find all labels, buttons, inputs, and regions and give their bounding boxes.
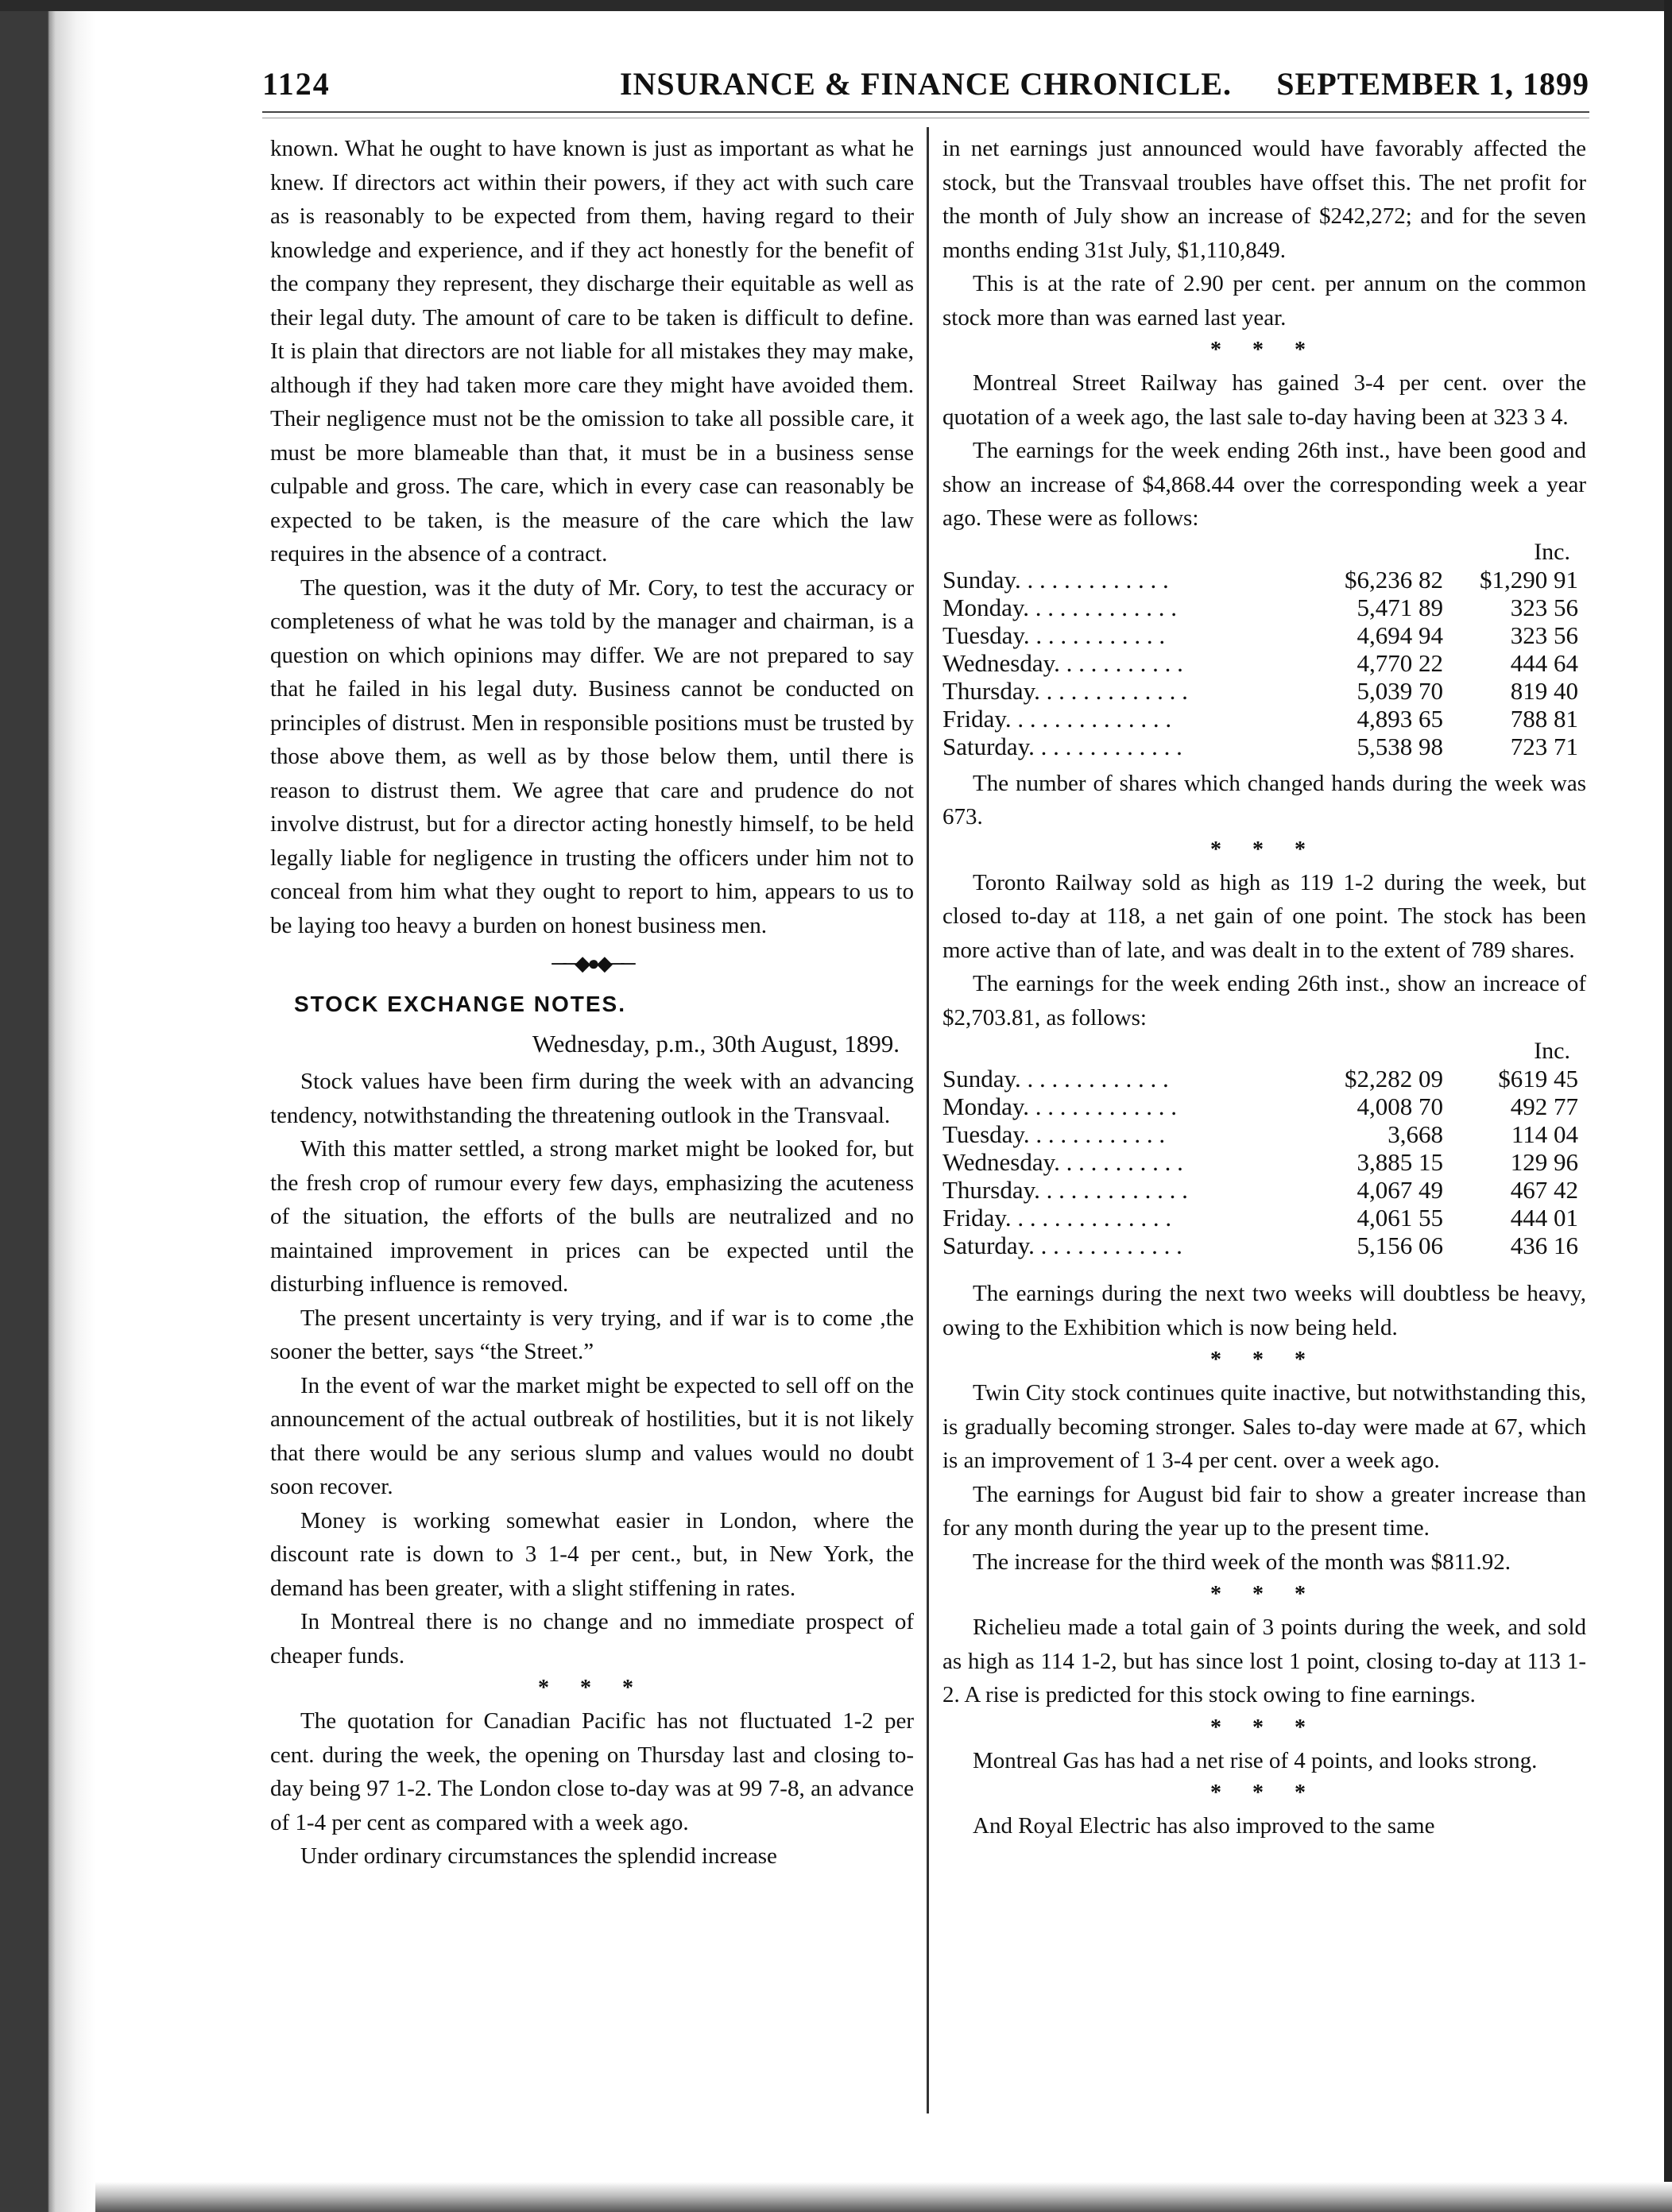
paragraph-canadian-pacific: The quotation for Canadian Pacific has not fluctuated 1-2 per cent. during the week, the opening on Thursday last and closing to-day being 97 1-2. The London close to-day was at 99 7-8, an advance of 1-4 per cent as compared with a week ago. bbox=[270, 1708, 914, 1835]
scan-left-margin bbox=[0, 0, 95, 2212]
table-cell-value: 4,061 55 bbox=[1357, 1204, 1443, 1232]
paragraph-exhibition: The earnings during the next two weeks will doubtless be heavy, owing to the Exhibition which is now being held. bbox=[942, 1281, 1586, 1340]
paragraph-cory-question: The question, was it the duty of Mr. Cory, to test the accuracy or completeness of what he was told by the manager and chairman, is a question on which opinions may differ. We are not prepared to say that he failed in his legal duty. Business cannot be conducted on principles of distrust. Men in responsible positions must be trusted by those above them, as well as by those below them, until there is reason to distrust them. We agree that care and prudence do not involve distrust, but for a director acting honestly himself, to be held legally liable for negligence in trusting the officers under him not to conceal from him what they ought to report to him, appears to us to be laying too heavy a burden on honest business men. bbox=[270, 574, 914, 938]
publication-title: INSURANCE & FINANCE CHRONICLE. bbox=[619, 66, 1233, 102]
table-row bbox=[942, 594, 1586, 621]
table-cell-inc: 467 42 bbox=[1510, 1176, 1578, 1204]
table-cell-inc: 819 40 bbox=[1510, 676, 1578, 705]
table-header-inc: Inc. bbox=[1534, 1038, 1570, 1064]
table-row bbox=[942, 621, 1586, 649]
paragraph-money-london: Money is working somewhat easier in London, where the discount rate is down to 3 1-4 per cent., but, in New York, the demand has been greater, with a slight stiffening in rates. bbox=[270, 1507, 914, 1601]
paragraph-montreal-funds: In Montreal there is no change and no immediate prospect of cheaper funds. bbox=[270, 1609, 914, 1669]
table-cell-day: Sunday. . . . . . . . . . . . . bbox=[942, 1065, 1169, 1092]
table-cell-value: 4,008 70 bbox=[1357, 1092, 1443, 1120]
dateline: Wednesday, p.m., 30th August, 1899. bbox=[532, 1030, 900, 1058]
table-cell-value: 4,893 65 bbox=[1357, 704, 1443, 733]
table-cell-inc: 444 64 bbox=[1510, 648, 1578, 677]
table-row bbox=[942, 1065, 1586, 1092]
table-cell-value: 3,885 15 bbox=[1357, 1148, 1443, 1176]
table-cell-day: Friday. . . . . . . . . . . . . . bbox=[942, 704, 1172, 733]
scan-top-edge bbox=[0, 0, 1672, 11]
earnings-table-montreal bbox=[942, 539, 1586, 760]
paragraph-directors-care: known. What he ought to have known is just as important as what he knew. If directors act within their powers, if they act with such care as is reasonably to be expected from them, having regard to their knowledge and experience, and if they act honestly for the benefit of the company they represent, they discharge their equitable as well as their legal duty. The amount of care to be taken is difficult to define. It is plain that directors are not liable for all mistakes they may make, although if they had taken more care they might have avoided them. Their negligence must not be the omission to take all possible care, it must be more blameable than that, it must be in a business sense culpable and gross. The care, which in every case can reasonably be expected to be taken, is the measure of the care which the law requires in the absence of a contract. bbox=[270, 136, 914, 567]
table-cell-day: Tuesday. . . . . . . . . . . . bbox=[942, 1120, 1166, 1148]
table-cell-day: Monday. . . . . . . . . . . . . bbox=[942, 1092, 1178, 1120]
page-number: 1124 bbox=[262, 66, 331, 102]
table-cell-inc: 323 56 bbox=[1510, 621, 1578, 649]
table-cell-day: Wednesday. . . . . . . . . . . bbox=[942, 648, 1183, 677]
table-cell-day: Thursday. . . . . . . . . . . . . bbox=[942, 1176, 1188, 1204]
table-cell-value: 5,039 70 bbox=[1357, 676, 1443, 705]
table-row bbox=[942, 649, 1586, 677]
issue-date: SEPTEMBER 1, 1899 bbox=[1276, 66, 1589, 102]
table-row bbox=[942, 1148, 1586, 1176]
earnings-table-toronto bbox=[942, 1038, 1586, 1259]
paragraph-august-earnings: The earnings for August bid fair to show a greater increase than for any month during the year up to the present time. bbox=[942, 1481, 1586, 1541]
paragraph-msr-earnings: The earnings for the week ending 26th inst., have been good and show an increase of $4,868.44 over the corresponding week a year ago. These were as follows: bbox=[942, 438, 1586, 531]
table-row bbox=[942, 1120, 1586, 1148]
paragraph-toronto-railway: Toronto Railway sold as high as 119 1-2 during the week, but closed to-day at 118, a net gain of one point. The stock has been more active than of late, and was dealt in to the extent of 789 shares. bbox=[942, 869, 1586, 963]
column-divider bbox=[927, 127, 929, 2113]
paragraph-toronto-earnings: The earnings for the week ending 26th inst., show an increace of $2,703.81, as follows: bbox=[942, 971, 1586, 1031]
table-cell-inc: 492 77 bbox=[1510, 1092, 1578, 1120]
paragraph-montreal-gas: Montreal Gas has had a net rise of 4 points, and looks strong. bbox=[973, 1747, 1538, 1773]
right-column bbox=[942, 132, 1586, 1843]
table-cell-value: 4,067 49 bbox=[1357, 1176, 1443, 1204]
paragraph-market-rumour: With this matter settled, a strong market might be looked for, but the fresh crop of rumour every few days, emphasizing the acuteness of the situation, the efforts of the bulls are neutralized and no maintained improvement in prices can be expected until the disturbing influence is removed. bbox=[270, 1136, 914, 1297]
paragraph-montreal-street-railway: Montreal Street Railway has gained 3-4 per cent. over the quotation of a week ago, the last sale to-day having been at 323 3 4. bbox=[942, 370, 1586, 430]
table-cell-inc: 114 04 bbox=[1511, 1120, 1578, 1148]
table-cell-value: 5,538 98 bbox=[1357, 732, 1443, 760]
table-cell-value: $2,282 09 bbox=[1345, 1065, 1443, 1092]
table-cell-value: $6,236 82 bbox=[1345, 565, 1443, 594]
table-cell-inc: 129 96 bbox=[1510, 1148, 1578, 1176]
table-cell-inc: 323 56 bbox=[1510, 593, 1578, 621]
table-cell-value: 4,694 94 bbox=[1357, 621, 1443, 649]
paragraph-net-earnings: in net earnings just announced would have favorably affected the stock, but the Transvaal troubles have offset this. The net profit for the month of July show an increase of $242,272; and for the seven months ending 31st July, $1,110,849. bbox=[942, 136, 1586, 263]
paragraph-third-week: The increase for the third week of the month was $811.92. bbox=[973, 1549, 1511, 1575]
table-cell-value: 3,668 bbox=[1388, 1120, 1443, 1148]
table-row bbox=[942, 566, 1586, 594]
paragraph-war-event: In the event of war the market might be expected to sell off on the announcement of the actual outbreak of hostilities, but it is not likely that there would be any serious slump and values would no doubt soon recover. bbox=[270, 1372, 914, 1499]
table-row bbox=[942, 1176, 1586, 1204]
separator-stars: * * * bbox=[1210, 1582, 1318, 1607]
table-cell-inc: 788 81 bbox=[1510, 704, 1578, 733]
separator-stars: * * * bbox=[1210, 1781, 1318, 1805]
paragraph-uncertainty: The present uncertainty is very trying, and if war is to come ,the sooner the better, says “the Street.” bbox=[270, 1305, 914, 1364]
paragraph-rate: This is at the rate of 2.90 per cent. per annum on the common stock more than was earned last year. bbox=[942, 271, 1586, 331]
paragraph-stock-values: Stock values have been firm during the week with an advancing tendency, notwithstanding the threatening outlook in the Transvaal. bbox=[270, 1069, 914, 1128]
table-cell-day: Sunday. . . . . . . . . . . . . bbox=[942, 565, 1169, 594]
separator-stars: * * * bbox=[1210, 1348, 1318, 1372]
table-row bbox=[942, 1232, 1586, 1259]
table-row bbox=[942, 705, 1586, 733]
table-cell-day: Tuesday. . . . . . . . . . . . bbox=[942, 621, 1166, 649]
scan-right-edge bbox=[1664, 0, 1672, 2212]
table-cell-value: 5,156 06 bbox=[1357, 1232, 1443, 1259]
table-cell-inc: 723 71 bbox=[1510, 732, 1578, 760]
table-cell-inc: 436 16 bbox=[1510, 1232, 1578, 1259]
page-header bbox=[262, 65, 1589, 110]
table-row bbox=[942, 1092, 1586, 1120]
paragraph-shares-changed: The number of shares which changed hands during the week was 673. bbox=[942, 770, 1586, 830]
separator-stars: * * * bbox=[1210, 837, 1318, 862]
spacer bbox=[942, 1266, 1586, 1277]
scan-bottom-edge bbox=[95, 2182, 1672, 2212]
table-cell-inc: 444 01 bbox=[1510, 1204, 1578, 1232]
table-header-inc: Inc. bbox=[1534, 538, 1570, 565]
table-cell-day: Wednesday. . . . . . . . . . . bbox=[942, 1148, 1183, 1176]
table-cell-value: 5,471 89 bbox=[1357, 593, 1443, 621]
paragraph-twin-city: Twin City stock continues quite inactive, but notwithstanding this, is gradually becoming stronger. Sales to-day were made at 67, which is an improvement of 1 3-4 per cent. over a week ago. bbox=[942, 1380, 1586, 1473]
paragraph-royal-electric: And Royal Electric has also improved to the same bbox=[973, 1813, 1435, 1839]
table-cell-day: Monday. . . . . . . . . . . . . bbox=[942, 593, 1178, 621]
table-row bbox=[942, 733, 1586, 760]
section-heading: STOCK EXCHANGE NOTES. bbox=[294, 992, 626, 1016]
left-column bbox=[270, 132, 914, 1874]
separator-stars: * * * bbox=[1210, 1715, 1318, 1740]
table-cell-value: 4,770 22 bbox=[1357, 648, 1443, 677]
paragraph-richelieu: Richelieu made a total gain of 3 points during the week, and sold as high as 114 1-2, but has since lost 1 point, closing to-day at 113 1-2. A rise is predicted for this stock owing to fine earnings. bbox=[942, 1615, 1586, 1707]
table-row bbox=[942, 677, 1586, 705]
table-cell-day: Saturday. . . . . . . . . . . . . bbox=[942, 732, 1182, 760]
paragraph-splendid-increase: Under ordinary circumstances the splendid increase bbox=[300, 1843, 777, 1869]
separator-stars: * * * bbox=[538, 1676, 646, 1700]
table-cell-day: Thursday. . . . . . . . . . . . . bbox=[942, 676, 1188, 705]
table-cell-day: Saturday. . . . . . . . . . . . . bbox=[942, 1232, 1182, 1259]
table-cell-inc: $1,290 91 bbox=[1480, 565, 1578, 594]
section-ornament: ──◆●◆── bbox=[552, 952, 633, 975]
table-cell-day: Friday. . . . . . . . . . . . . . bbox=[942, 1204, 1172, 1232]
separator-stars: * * * bbox=[1210, 338, 1318, 362]
table-cell-inc: $619 45 bbox=[1498, 1065, 1578, 1092]
header-rule bbox=[262, 111, 1589, 113]
table-row bbox=[942, 1204, 1586, 1232]
